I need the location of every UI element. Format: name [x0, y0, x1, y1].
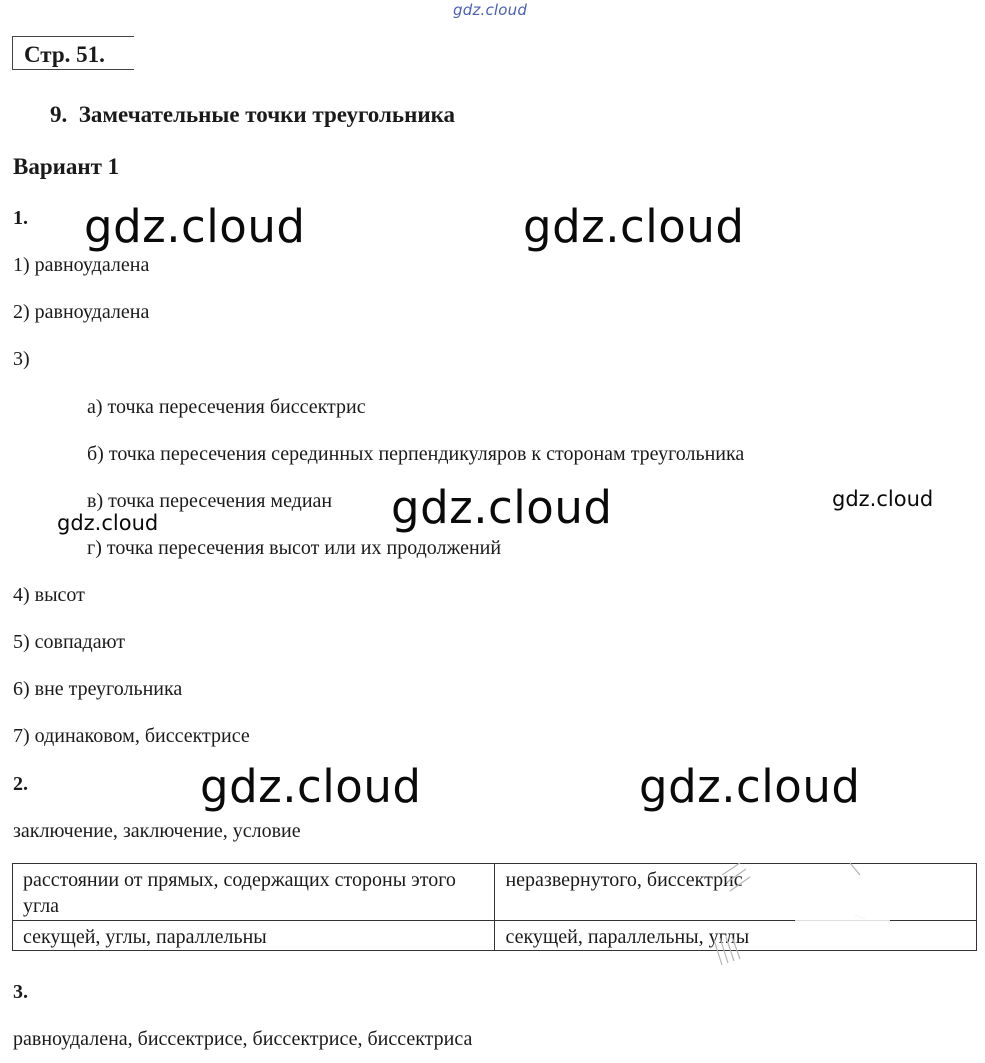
scribble-mark [700, 855, 900, 970]
table-cell: секущей, углы, параллельны [13, 921, 495, 951]
task1-subitem-a: а) точка пересечения биссектрис [87, 396, 366, 418]
table-cell: секущей, параллельны, углы [495, 921, 977, 951]
watermark-large: gdz.cloud [523, 200, 745, 253]
task3-text: равноудалена, биссектрисе, биссектрисе, биссектриса [13, 1028, 473, 1050]
watermark-large: gdz.cloud [391, 481, 613, 534]
task1-item-3: 3) [13, 348, 30, 370]
watermark-small: gdz.cloud [832, 487, 934, 511]
task1-subitem-c: в) точка пересечения медиан [87, 490, 333, 512]
watermark-large: gdz.cloud [200, 760, 422, 813]
task1-number: 1. [13, 207, 28, 229]
table-cell: неразвернутого, биссектрис [495, 864, 977, 921]
task3-number: 3. [13, 981, 28, 1003]
task1-subitem-d: г) точка пересечения высот или их продолжений [87, 537, 502, 559]
task2-number: 2. [13, 773, 28, 795]
site-watermark-top: gdz.cloud [453, 1, 528, 19]
task1-subitem-b: б) точка пересечения серединных перпендикуляров к сторонам треугольника [87, 443, 745, 465]
section-title: Замечательные точки треугольника [78, 102, 455, 127]
watermark-large: gdz.cloud [639, 760, 861, 813]
watermark-small: gdz.cloud [57, 511, 159, 535]
task1-item-1: 1) равноудалена [13, 254, 150, 276]
task1-item-7: 7) одинаковом, биссектрисе [13, 725, 250, 747]
task1-item-5: 5) совпадают [13, 631, 126, 653]
watermark-large: gdz.cloud [84, 200, 306, 253]
task1-item-4: 4) высот [13, 584, 85, 606]
section-number: 9. [50, 102, 68, 127]
table-cell: расстоянии от прямых, содержащих стороны этого угла [13, 864, 495, 921]
task1-item-6: 6) вне треугольника [13, 678, 183, 700]
task2-text: заключение, заключение, условие [13, 820, 301, 842]
variant-heading: Вариант 1 [13, 154, 120, 179]
page-label: Стр. 51. [24, 42, 105, 67]
section-heading [50, 102, 455, 128]
task1-item-2: 2) равноудалена [13, 301, 150, 323]
